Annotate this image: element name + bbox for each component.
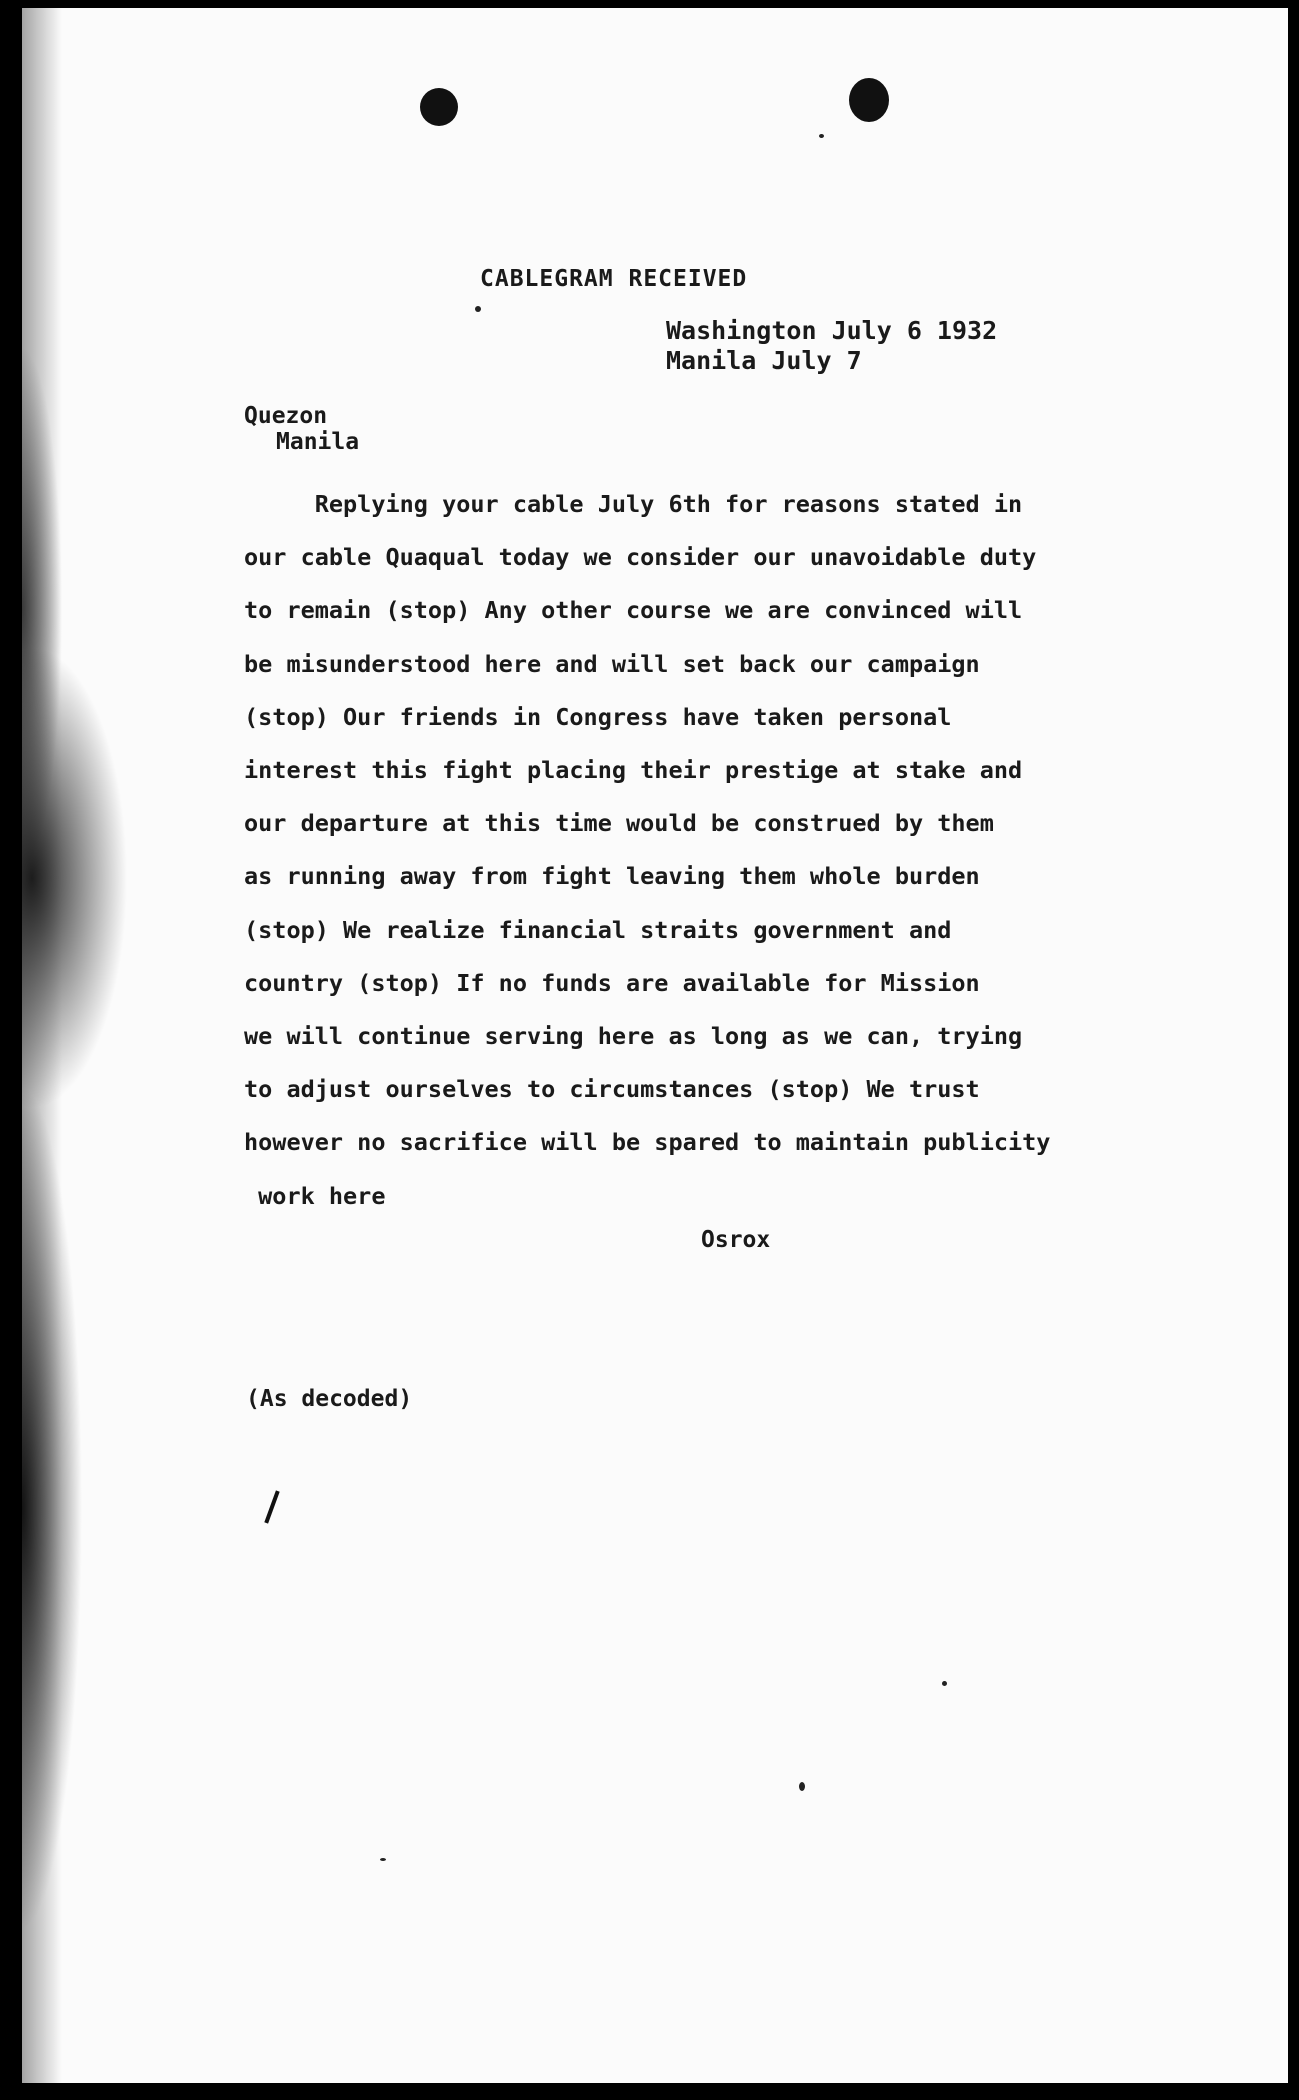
message-body <box>244 478 1164 1223</box>
document-title: CABLEGRAM RECEIVED <box>480 266 748 292</box>
addressee-location: Manila <box>276 429 360 455</box>
body-line: as running away from fight leaving them whole burden <box>244 862 980 891</box>
speck <box>819 134 824 138</box>
scan-shadow <box>22 8 152 2083</box>
dateline-line: Washington July 6 1932 <box>666 316 998 345</box>
body-line: to adjust ourselves to circumstances (stop) We trust <box>244 1075 980 1104</box>
speck <box>942 1681 947 1686</box>
body-line: our cable Quaqual today we consider our unavoidable duty <box>244 543 1037 572</box>
punch-hole-left <box>420 88 458 126</box>
document-page <box>22 8 1288 2083</box>
dateline-line: Manila July 7 <box>666 346 862 375</box>
body-line: our departure at this time would be construed by them <box>244 809 994 838</box>
dateline <box>666 316 997 376</box>
body-line: work here <box>244 1181 386 1210</box>
body-line: however no sacrifice will be spared to maintain publicity <box>244 1128 1051 1157</box>
body-line: we will continue serving here as long as we can, trying <box>244 1022 1023 1051</box>
decode-note: (As decoded) <box>246 1386 413 1412</box>
body-line: to remain (stop) Any other course we are convinced will <box>244 596 1023 625</box>
body-line: interest this fight placing their prestige at stake and <box>244 756 1023 785</box>
punch-hole-right <box>849 78 889 122</box>
body-line: be misunderstood here and will set back our campaign <box>244 649 980 678</box>
addressee-name: Quezon <box>244 403 328 429</box>
addressee <box>244 403 359 455</box>
signature: Osrox <box>701 1227 771 1253</box>
body-line: (stop) We realize financial straits government and <box>244 915 952 944</box>
speck <box>799 1782 805 1791</box>
speck <box>475 306 481 312</box>
body-line: Replying your cable July 6th for reasons stated in <box>244 490 1023 518</box>
pen-mark <box>264 1490 279 1523</box>
body-line: (stop) Our friends in Congress have taken personal <box>244 702 952 731</box>
speck <box>380 1858 386 1861</box>
body-line: country (stop) If no funds are available for Mission <box>244 968 980 997</box>
